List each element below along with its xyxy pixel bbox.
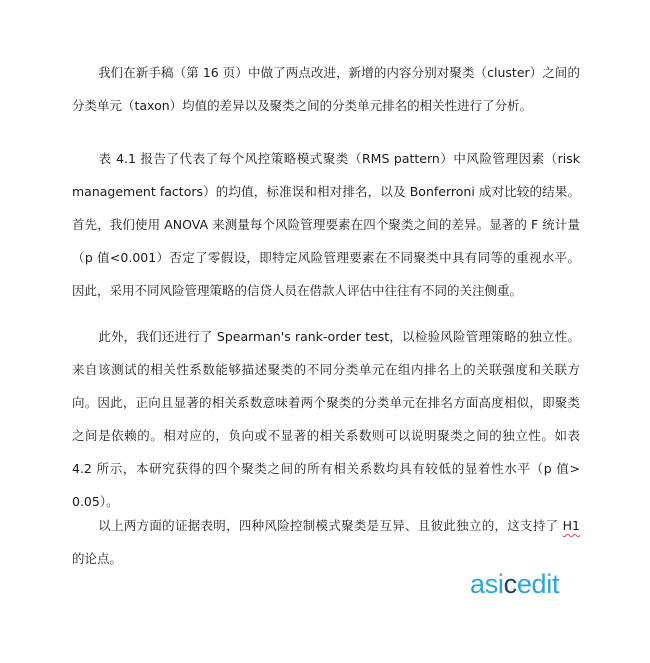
logo-text-part2: c <box>503 569 517 599</box>
paragraph-1-text: 我们在新手稿（第 16 页）中做了两点改进，新增的内容分别对聚类（cluster）之间的分类单元（taxon）均值的差异以及聚类之间的分类单元排名的相关性进行了分析。 <box>72 65 580 113</box>
paragraph-3-text: 此外，我们还进行了 Spearman's rank-order test，以检验风险管理策略的独立性。来自该测试的相关性系数能够描述聚类的不同分类单元在组内排名上的关联强度和关联方向。因此，正向且显著的相关系数意味着两个聚类的分类单元在排名方面高度相似，即聚类之间是依赖的。相对应的，负向或不显著的相关系数则可以说明聚类之间的独立性。如表 4.2 所示，本研究获得的四个聚类之间的所有相关系数均具有较低的显着性水平（p 值> 0.05）。 <box>72 329 580 509</box>
paragraph-4-text-before: 以上两方面的证据表明，四种风险控制模式聚类是互异、且彼此独立的，这支持了 <box>98 518 563 533</box>
asiaedit-logo <box>470 569 559 600</box>
spellcheck-flagged-word: H1 <box>562 518 580 533</box>
paragraph-3 <box>72 320 580 518</box>
logo-text-part1: asi <box>470 569 504 599</box>
paragraph-4 <box>72 509 580 575</box>
paragraph-1 <box>72 56 580 122</box>
paragraph-4-text-after: 的论点。 <box>72 551 123 566</box>
paragraph-2-text: 表 4.1 报告了代表了每个风控策略模式聚类（RMS pattern）中风险管理因素（risk management factors）的均值，标准误和相对排名，以及 Bonferroni 成对比较的结果。首先，我们使用 ANOVA 来测量每个风险管理要素在四个聚类之间的差异。显著的 F 统计量（p 值<0.001）否定了零假设，即特定风险管理要素在不同聚类中具有同等的重视水平。因此，采用不同风险管理策略的信贷人员在借款人评估中往往有不同的关注侧重。 <box>72 151 580 298</box>
logo-text-part3: edit <box>516 569 560 599</box>
paragraph-2 <box>72 142 580 307</box>
